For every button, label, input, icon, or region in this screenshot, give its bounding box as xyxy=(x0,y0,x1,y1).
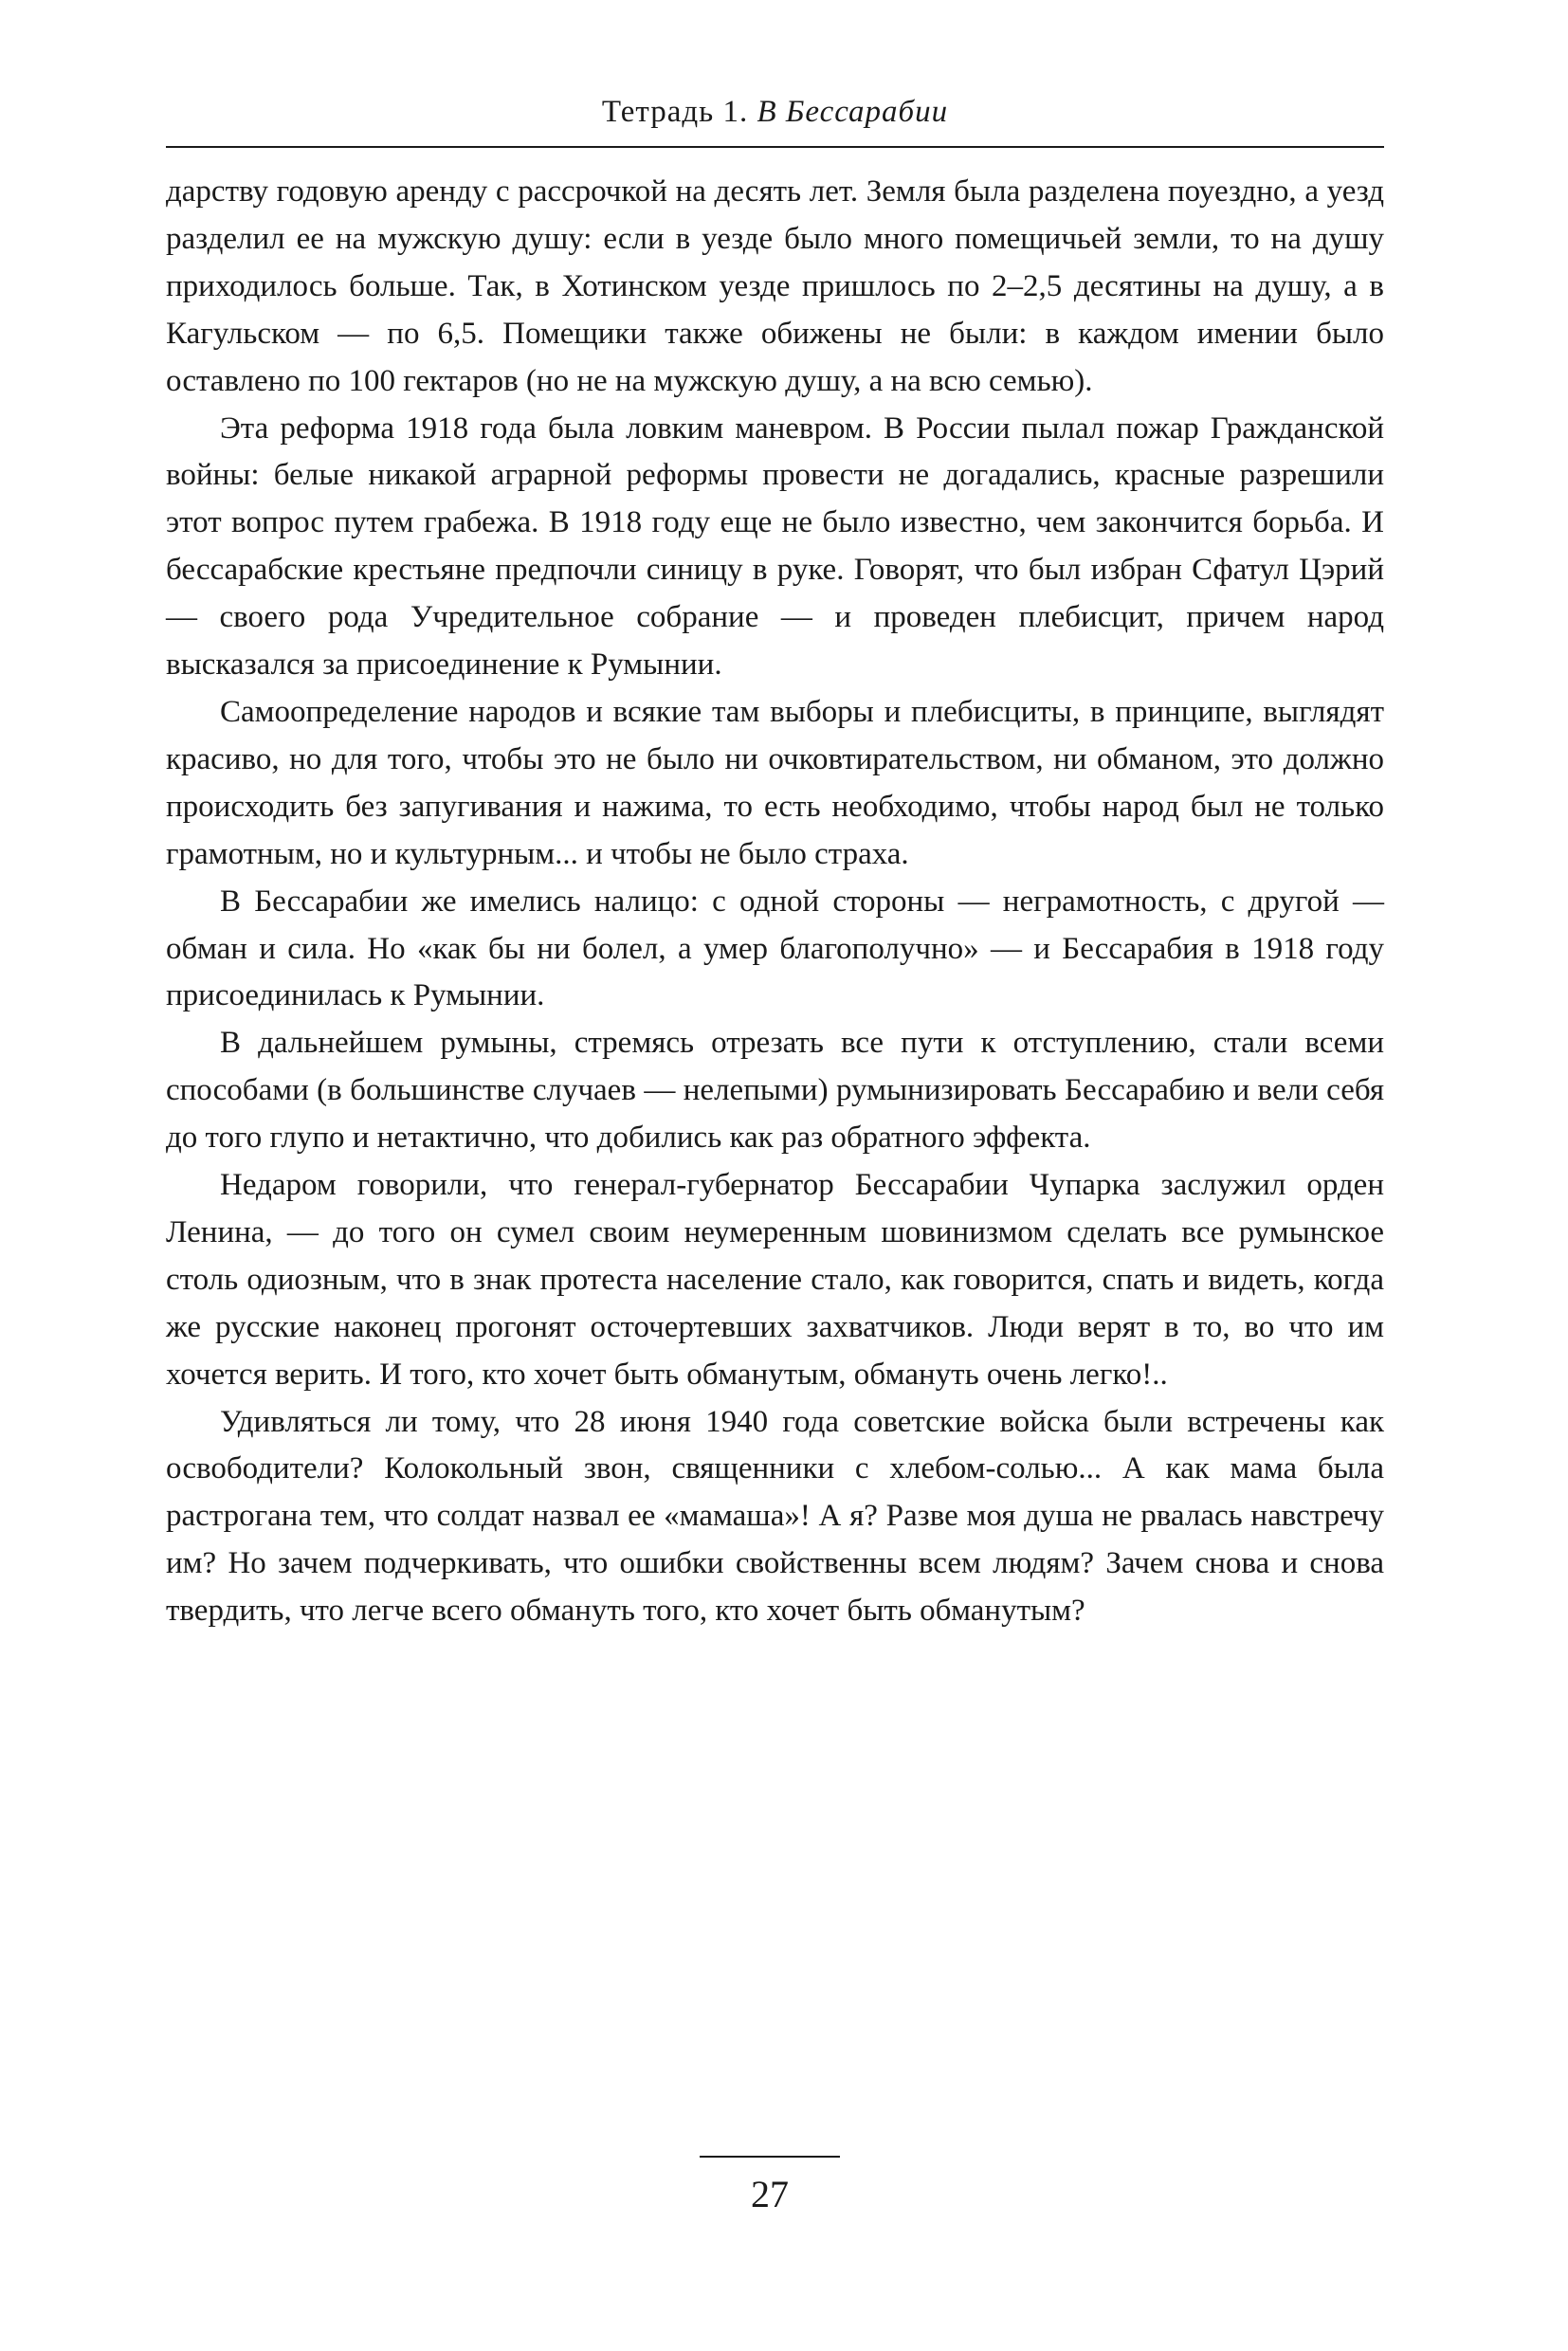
chapter-title: В Бессарабии xyxy=(757,95,949,129)
paragraph: Самоопределение народов и всякие там выборы и плебисциты, в принципе, выглядят красиво, но для того, чтобы это не было ни очковтирательством, ни обманом, это должно происходить без запугивания и нажима, то есть необходимо, чтобы народ был не только грамотным, но и культурным... и чтобы не было страха. xyxy=(166,694,1384,871)
paragraph: В Бессарабии же имелись налицо: с одной стороны — неграмотность, с другой — обман и сила. Но «как бы ни болел, а умер благополучно» — и Бессарабия в 1918 году присоединилась к Румынии. xyxy=(166,884,1384,1013)
page-number: 27 xyxy=(751,2173,789,2215)
running-head xyxy=(166,91,1384,133)
paragraph: Эта реформа 1918 года была ловким маневром. В России пылал пожар Гражданской войны: белые никакой аграрной реформы провести не догадались, красные разрешили этот вопрос путем грабежа. В 1918 году еще не было известно, чем закончится борьба. И бессарабские крестьяне предпочли синицу в руке. Говорят, что был избран Сфатул Цэрий — своего рода Учредительное собрание — и проведен плебисцит, причем народ высказался за присоединение к Румынии. xyxy=(166,410,1384,683)
paragraph: Недаром говорили, что генерал-губернатор Бессарабии Чупарка заслужил орден Ленина, — до того он сумел своим неумеренным шовинизмом сделать все румынское столь одиозным, что в знак протеста население стало, как говорится, спать и видеть, когда же русские наконец прогонят осточертевших захватчиков. Люди верят в то, во что им хочется верить. И того, кто хочет быть обманутым, обмануть очень легко!.. xyxy=(166,1168,1384,1392)
paragraph-continued: дарству годовую аренду с рассрочкой на десять лет. Земля была разделена поуездно, а уезд разделил ее на мужскую душу: если в уезде было много помещичьей земли, то на душу приходилось больше. Так, в Хотинском уезде пришлось по 2–2,5 десятины на душу, а в Кагульском — по 6,5. Помещики также обижены не были: в каждом имении было оставлено по 100 гектаров (но не на мужскую душу, а на всю семью). xyxy=(166,174,1384,398)
paragraph: Удивляться ли тому, что 28 июня 1940 года советские войска были встречены как освободители? Колокольный звон, священники с хлебом-солью... А как мама была растрогана тем, что солдат назвал ее «мамаша»! А я? Разве моя душа не рвалась навстречу им? Но зачем подчеркивать, что ошибки свойственны всем людям? Зачем снова и снова твердить, что легче всего обмануть того, кто хочет быть обманутым? xyxy=(166,1404,1384,1629)
body-text xyxy=(166,169,1384,1635)
header-rule xyxy=(166,146,1384,148)
footer-rule xyxy=(700,2156,840,2158)
paragraph: В дальнейшем румыны, стремясь отрезать все пути к отступлению, стали всеми способами (в большинстве случаев — нелепыми) румынизировать Бессарабию и вели себя до того глупо и нетактично, что добились как раз обратного эффекта. xyxy=(166,1026,1384,1156)
chapter-label: Тетрадь 1. xyxy=(601,95,749,129)
